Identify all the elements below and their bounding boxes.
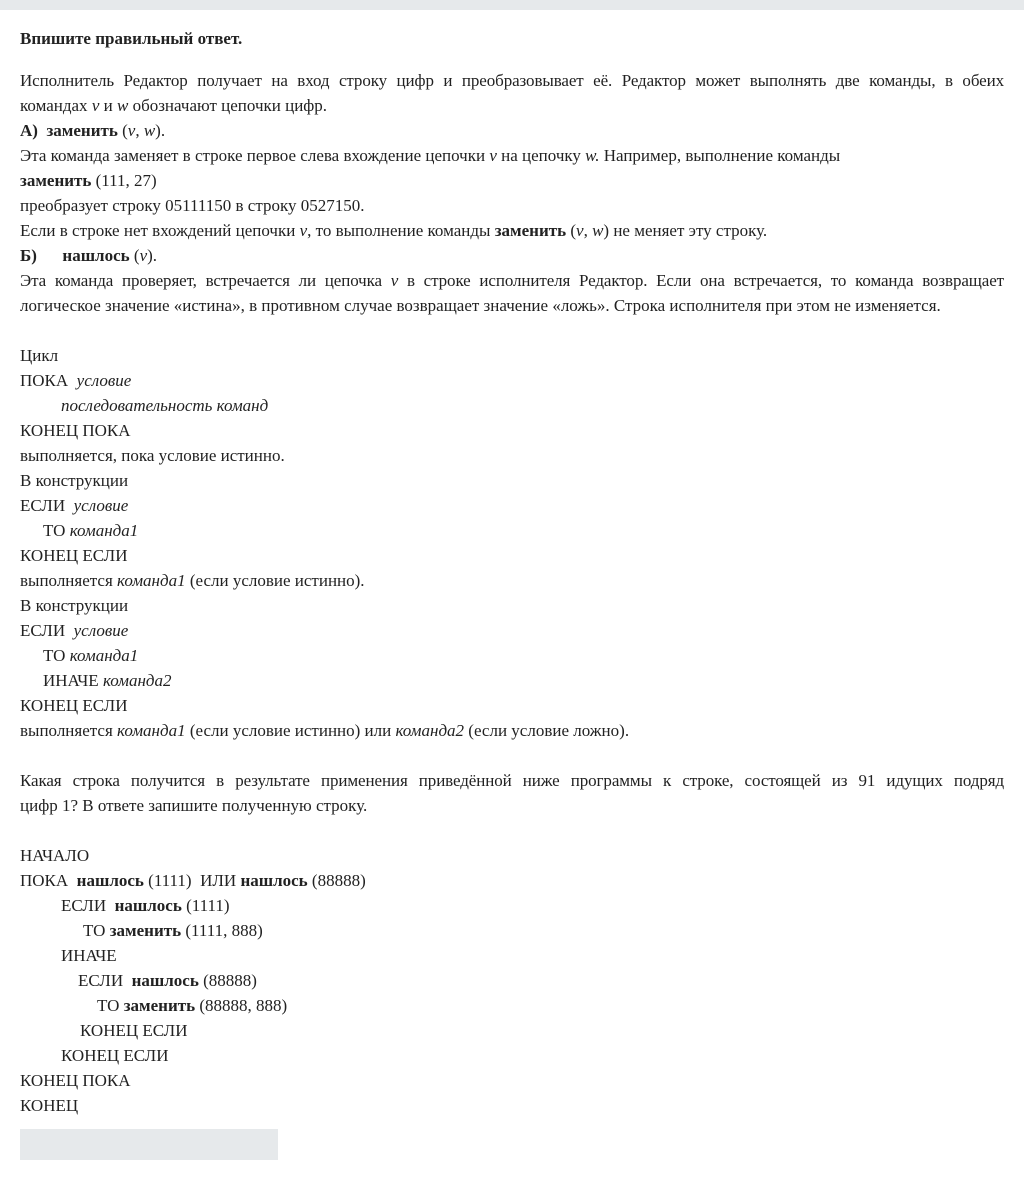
command-a-example: заменить (111, 27) [20, 171, 157, 190]
question-line-1: Какая строка получится в результате применения приведённой ниже программы к строке, состоящей из 91 идущих подряд [20, 771, 1004, 790]
top-bar [0, 0, 1024, 10]
while-construct: ПОКА условие [20, 371, 132, 390]
if-else-construct-label: В конструкции [20, 596, 129, 615]
if-end: КОНЕЦ ЕСЛИ [20, 546, 128, 565]
while-description: выполняется, пока условие истинно. [20, 446, 285, 465]
if-construct-label: В конструкции [20, 471, 129, 490]
program-end-while: КОНЕЦ ПОКА [20, 1071, 131, 1090]
command-a-example-result: преобразует строку 05111150 в строку 0527150. [20, 196, 365, 215]
command-b-description-1: Эта команда проверяет, встречается ли цепочка v в строке исполнителя Редактор. Если она встречается, то команда возвращает [20, 271, 1004, 290]
program-end-if-inner: КОНЕЦ ЕСЛИ [80, 1021, 188, 1040]
program-if-1: ЕСЛИ нашлось (1111) [61, 896, 230, 915]
program-else: ИНАЧЕ [61, 946, 117, 965]
if-else-construct: ЕСЛИ условие [20, 621, 129, 640]
intro-line-2: командах v и w обозначают цепочки цифр. [20, 96, 328, 115]
program-while: ПОКА нашлось (1111) ИЛИ нашлось (88888) [20, 871, 366, 890]
answer-input[interactable] [20, 1129, 278, 1160]
program-begin: НАЧАЛО [20, 846, 90, 865]
command-b-title: Б) нашлось (v). [20, 246, 158, 265]
if-construct: ЕСЛИ условие [20, 496, 129, 515]
command-a-no-match: Если в строке нет вхождений цепочки v, то выполнение команды заменить (v, w) не меняет эту строку. [20, 221, 768, 240]
if-else-description: выполняется команда1 (если условие истинно) или команда2 (если условие ложно). [20, 721, 630, 740]
task-content [0, 26, 1024, 1160]
program-if-2: ЕСЛИ нашлось (88888) [78, 971, 257, 990]
while-body: последовательность команд [61, 396, 269, 415]
if-else-end: КОНЕЦ ЕСЛИ [20, 696, 128, 715]
task-heading: Впишите правильный ответ. [20, 29, 243, 48]
program-end-if-outer: КОНЕЦ ЕСЛИ [61, 1046, 169, 1065]
if-else-then: ТО команда1 [43, 646, 139, 665]
if-description: выполняется команда1 (если условие истинно). [20, 571, 365, 590]
if-else-else: ИНАЧЕ команда2 [43, 671, 172, 690]
question-line-2: цифр 1? В ответе запишите полученную строку. [20, 796, 368, 815]
command-a-title: А) заменить (v, w). [20, 121, 166, 140]
cycle-label: Цикл [20, 346, 59, 365]
program-end: КОНЕЦ [20, 1096, 79, 1115]
program-then-2: ТО заменить (88888, 888) [97, 996, 288, 1015]
if-then: ТО команда1 [43, 521, 139, 540]
command-b-description-2: логическое значение «истина», в противном случае возвращает значение «ложь». Строка исполнителя при этом не изменяется. [20, 296, 941, 315]
command-a-description: Эта команда заменяет в строке первое слева вхождение цепочки v на цепочку w. Например, выполнение команды [20, 146, 841, 165]
program-then-1: ТО заменить (1111, 888) [83, 921, 263, 940]
intro-line-1: Исполнитель Редактор получает на вход строку цифр и преобразовывает её. Редактор может выполнять две команды, в обеих [20, 71, 1004, 90]
while-end: КОНЕЦ ПОКА [20, 421, 131, 440]
